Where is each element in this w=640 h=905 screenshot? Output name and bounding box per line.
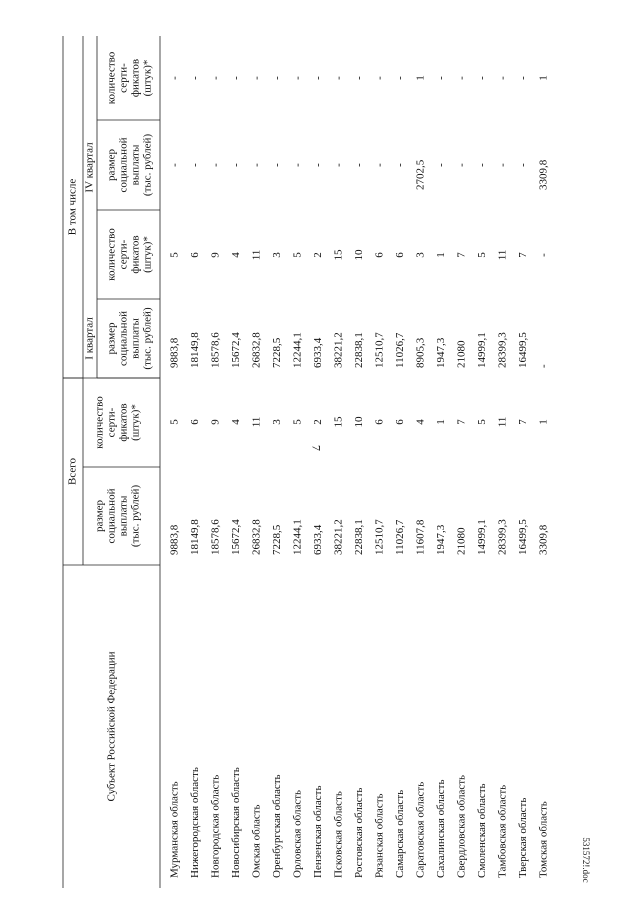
cell-q4-count: -	[250, 76, 263, 80]
cell-q4-count: -	[394, 76, 407, 80]
cell-total-count: 7	[455, 419, 468, 425]
cell-q1-amount: 22838,1	[353, 332, 366, 368]
header-subcol-line: (штук)*	[129, 404, 142, 441]
cell-total-amount: 6933,4	[312, 524, 325, 555]
cell-q4-amount: 3309,8	[537, 159, 550, 190]
cell-q4-amount: -	[312, 163, 325, 167]
header-subcol-line: (тыс. рублей)	[129, 484, 142, 548]
cell-total-amount: 7228,5	[271, 524, 284, 555]
cell-q1-count: 5	[291, 252, 304, 258]
cell-q1-amount: 16499,5	[517, 332, 530, 368]
cell-q1-amount: 21080	[455, 340, 468, 368]
cell-region: Рязанская область	[373, 793, 386, 878]
cell-total-amount: 11026,7	[394, 519, 407, 555]
cell-q4-amount: -	[496, 163, 509, 167]
cell-q1-count: 11	[250, 249, 263, 261]
cell-q1-amount: 12510,7	[373, 332, 386, 368]
header-subcol-line: (тыс. рублей)	[141, 307, 154, 370]
cell-q4-count: -	[435, 76, 448, 80]
cell-region: Орловская область	[291, 789, 304, 878]
cell-total-amount: 28399,3	[496, 519, 509, 555]
cell-q4-count: -	[517, 76, 530, 80]
header-subcol-line: социальной	[117, 137, 130, 193]
cell-q1-count: 6	[373, 252, 386, 258]
cell-total-amount: 1947,3	[435, 524, 448, 555]
cell-total-count: 6	[394, 419, 407, 425]
cell-region: Пензенская область	[312, 785, 325, 878]
cell-q1-amount: 38221,2	[332, 332, 345, 368]
page-number: 7	[309, 445, 324, 451]
cell-q4-count: -	[209, 76, 222, 80]
cell-region: Оренбургская область	[271, 774, 284, 878]
header-subcol-line: фикатов	[117, 403, 130, 442]
header-quarter-4: IV квартал	[83, 142, 96, 193]
cell-q4-count: -	[189, 76, 202, 80]
cell-q1-count: -	[537, 253, 550, 257]
cell-total-count: 2	[312, 419, 325, 425]
header-subcol-line: серти-	[117, 239, 130, 270]
header-subcol-line: размер	[105, 149, 118, 181]
cell-q4-count: -	[496, 76, 509, 80]
cell-q1-amount: 18149,8	[189, 332, 202, 368]
cell-q1-amount: 14999,1	[476, 332, 489, 368]
cell-total-count: 5	[168, 419, 181, 425]
cell-q1-count: 3	[414, 252, 427, 258]
cell-q1-amount: 11026,7	[394, 332, 407, 368]
header-subcol-line: социальной	[105, 488, 118, 544]
cell-total-amount: 18149,8	[189, 519, 202, 555]
cell-region: Свердловская область	[455, 774, 468, 878]
header-in-that-number: В том числе	[66, 178, 79, 236]
cell-q4-count: 1	[414, 75, 427, 81]
cell-q4-count: -	[373, 76, 386, 80]
cell-q1-amount: 26832,8	[250, 332, 263, 368]
cell-total-amount: 12510,7	[373, 519, 386, 555]
cell-total-amount: 14999,1	[476, 519, 489, 555]
cell-q1-count: 10	[353, 249, 366, 261]
cell-q4-count: -	[332, 76, 345, 80]
cell-q4-count: -	[168, 76, 181, 80]
cell-q1-count: 5	[476, 252, 489, 258]
cell-region: Новосибирская область	[230, 767, 243, 878]
cell-total-count: 1	[435, 419, 448, 425]
cell-total-amount: 26832,8	[250, 519, 263, 555]
cell-total-count: 10	[353, 416, 366, 428]
cell-q4-amount: -	[250, 163, 263, 167]
cell-q4-amount: -	[168, 163, 181, 167]
cell-q1-amount: 7228,5	[271, 337, 284, 368]
cell-q1-count: 4	[230, 252, 243, 258]
cell-total-count: 4	[230, 419, 243, 425]
cell-q1-amount: 12244,1	[291, 332, 304, 368]
cell-region: Нижегородская область	[189, 767, 202, 878]
cell-q1-count: 7	[455, 252, 468, 258]
header-subcol-line: социальной	[117, 311, 130, 366]
header-subcol-line: (штук)*	[141, 59, 154, 97]
cell-region: Тверская область	[517, 797, 530, 878]
header-subcol-line: (штук)*	[141, 236, 154, 273]
cell-total-count: 9	[209, 419, 222, 425]
cell-region: Ростовская область	[353, 787, 366, 878]
cell-q1-count: 6	[394, 252, 407, 258]
cell-total-amount: 11607,8	[414, 519, 427, 555]
cell-region: Саратовская область	[414, 781, 427, 878]
cell-q4-amount: -	[394, 163, 407, 167]
header-subject: Субъект Российской Федерации	[105, 651, 118, 802]
cell-q4-count: -	[455, 76, 468, 80]
cell-total-amount: 12244,1	[291, 519, 304, 555]
cell-q1-count: 15	[332, 249, 345, 261]
cell-region: Новгородская область	[209, 774, 222, 878]
cell-region: Псковская область	[332, 791, 345, 878]
cell-total-count: 7	[517, 419, 530, 425]
cell-total-amount: 18578,6	[209, 519, 222, 555]
header-total: Всего	[66, 458, 79, 485]
cell-q1-amount: 1947,3	[435, 337, 448, 368]
cell-total-amount: 16499,5	[517, 519, 530, 555]
cell-q4-amount: 2702,5	[414, 159, 427, 190]
header-subcol-line: количество	[105, 51, 118, 105]
cell-q4-count: -	[271, 76, 284, 80]
cell-total-count: 6	[189, 419, 202, 425]
cell-total-count: 11	[496, 416, 509, 428]
cell-q4-count: 1	[537, 75, 550, 81]
cell-total-amount: 21080	[455, 527, 468, 555]
cell-q1-amount: 18578,6	[209, 332, 222, 368]
cell-q4-count: -	[353, 76, 366, 80]
cell-q4-amount: -	[271, 163, 284, 167]
cell-region: Омская область	[250, 804, 263, 878]
cell-q1-amount: 9883,8	[168, 337, 181, 368]
header-subcol-line: фикатов	[129, 58, 142, 98]
cell-total-amount: 9883,8	[168, 524, 181, 555]
cell-total-count: 5	[291, 419, 304, 425]
cell-total-amount: 15672,4	[230, 519, 243, 555]
cell-total-count: 1	[537, 419, 550, 425]
cell-q4-amount: -	[435, 163, 448, 167]
cell-q4-amount: -	[230, 163, 243, 167]
header-subcol-line: количество	[93, 396, 106, 449]
cell-region: Смоленская область	[476, 783, 489, 878]
header-subcol-line: выплаты	[129, 144, 142, 186]
cell-q4-count: -	[476, 76, 489, 80]
cell-q1-count: 5	[168, 252, 181, 258]
table-body	[169, 75, 550, 878]
cell-region: Томская область	[537, 801, 550, 878]
cell-q4-amount: -	[189, 163, 202, 167]
cell-q4-amount: -	[353, 163, 366, 167]
cell-q1-count: 11	[496, 249, 509, 261]
footer-code: 531572!.doc	[581, 837, 591, 883]
cell-q1-amount: -	[537, 364, 550, 368]
cell-total-count: 11	[250, 416, 263, 428]
cell-q4-amount: -	[332, 163, 345, 167]
cell-q1-count: 1	[435, 252, 448, 258]
cell-q4-count: -	[291, 76, 304, 80]
table-header	[67, 51, 154, 801]
cell-q4-amount: -	[517, 163, 530, 167]
cell-q1-count: 6	[189, 252, 202, 258]
header-subcol-line: серти-	[105, 407, 118, 438]
cell-q4-count: -	[312, 76, 325, 80]
cell-q1-count: 7	[517, 252, 530, 258]
header-subcol-line: размер	[93, 500, 106, 532]
cell-total-amount: 38221,2	[332, 519, 345, 555]
cell-q1-amount: 8905,3	[414, 337, 427, 368]
cell-region: Тамбовская область	[496, 784, 509, 878]
cell-total-count: 6	[373, 419, 386, 425]
header-subcol-line: фикатов	[129, 235, 142, 274]
header-quarter-1: I квартал	[83, 317, 96, 360]
header-subcol-line: выплаты	[117, 495, 130, 537]
cell-total-count: 15	[332, 416, 345, 428]
cell-total-count: 4	[414, 419, 427, 425]
header-subcol-line: размер	[105, 322, 118, 355]
cell-q4-amount: -	[373, 163, 386, 167]
cell-q1-count: 2	[312, 252, 325, 258]
header-subcol-line: (тыс. рублей)	[141, 133, 154, 197]
cell-q1-amount: 28399,3	[496, 332, 509, 368]
cell-q1-amount: 15672,4	[230, 332, 243, 368]
cell-q4-count: -	[230, 76, 243, 80]
cell-total-count: 5	[476, 419, 489, 425]
cell-q1-count: 3	[271, 252, 284, 258]
cell-q1-count: 9	[209, 252, 222, 258]
cell-region: Самарская область	[394, 789, 407, 878]
cell-region: Сахалинская область	[435, 779, 448, 878]
cell-q4-amount: -	[291, 163, 304, 167]
cell-q4-amount: -	[476, 163, 489, 167]
cell-q1-amount: 6933,4	[312, 337, 325, 368]
cell-q4-amount: -	[209, 163, 222, 167]
header-subcol-line: серти-	[117, 63, 130, 93]
header-subcol-line: количество	[105, 228, 118, 281]
cell-total-count: 3	[271, 419, 284, 425]
header-subcol-line: выплаты	[129, 318, 142, 359]
cell-total-amount: 3309,8	[537, 524, 550, 555]
cell-q4-amount: -	[455, 163, 468, 167]
cell-region: Мурманская область	[168, 781, 181, 878]
cell-total-amount: 22838,1	[353, 519, 366, 555]
